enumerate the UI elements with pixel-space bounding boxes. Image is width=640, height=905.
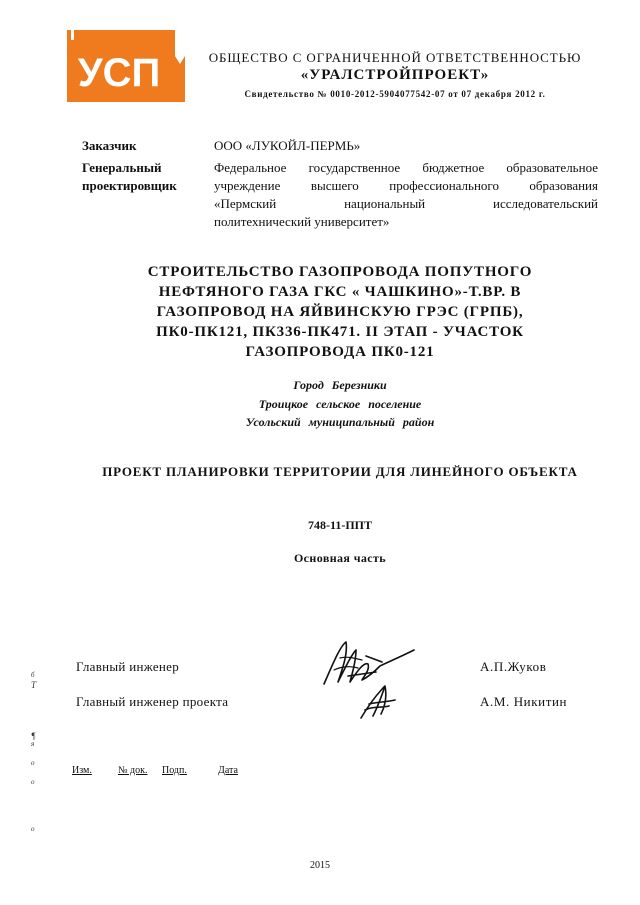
project-title-line: ГАЗОПРОВОД НА ЯЙВИНСКУЮ ГРЭС (ГРПБ), xyxy=(156,304,524,320)
organization-name: ОБЩЕСТВО С ОГРАНИЧЕННОЙ ОТВЕТСТВЕННОСТЬЮ xyxy=(208,50,582,65)
organization-certificate: Свидетельство № 0010-2012-5904077542-07 от 07 декабря 2012 г. xyxy=(244,89,546,99)
project-title-line: НЕФТЯНОГО ГАЗА ГКС « ЧАШКИНО»-Т.ВР. В xyxy=(158,284,522,300)
stamp-column-date: Дата xyxy=(218,765,238,776)
document-year: 2015 xyxy=(310,860,330,871)
margin-mark: б xyxy=(31,671,35,679)
stamp-column-change: Изм. xyxy=(72,765,92,776)
signature-role-project-engineer: Главный инженер проекта xyxy=(76,694,229,709)
organization-short-name: «УРАЛСТРОЙПРОЕКТ» xyxy=(300,67,490,83)
margin-mark: о xyxy=(31,778,35,786)
location-district: Усольский муниципальный район xyxy=(245,415,435,429)
revision-stamp-row xyxy=(72,765,258,776)
project-title-line: СТРОИТЕЛЬСТВО ГАЗОПРОВОДА ПОПУТНОГО xyxy=(147,264,533,280)
document-part: Основная часть xyxy=(293,551,387,565)
document-code: 748-11-ППТ xyxy=(307,518,372,532)
document-subtitle: ПРОЕКТ ПЛАНИРОВКИ ТЕРРИТОРИИ ДЛЯ ЛИНЕЙНОГО ОБЪЕКТА xyxy=(102,464,578,479)
customer-label: Заказчик xyxy=(82,138,137,153)
margin-mark: ¶ xyxy=(31,731,36,741)
customer-value: ООО «ЛУКОЙЛ-ПЕРМЬ» xyxy=(214,138,361,153)
signature-name-chief-engineer: А.П.Жуков xyxy=(480,659,547,674)
general-designer-line: «Пермский национальный исследовательский xyxy=(214,196,598,211)
margin-mark: я xyxy=(31,740,35,748)
general-designer-line: Федеральное государственное бюджетное образовательное xyxy=(214,160,598,175)
general-designer-label-line1: Генеральный xyxy=(82,160,162,175)
general-designer-line: учреждение высшего профессионального образования xyxy=(214,178,598,193)
company-logo xyxy=(67,30,185,102)
general-designer-label-line2: проектировщик xyxy=(82,178,177,193)
location-city: Город Березники xyxy=(293,378,387,392)
project-title xyxy=(80,262,600,362)
signature-role-chief-engineer: Главный инженер xyxy=(76,659,180,674)
general-designer-line: политехнический университет» xyxy=(214,214,390,229)
margin-mark: о xyxy=(31,759,35,767)
signature-name-project-engineer: А.М. Никитин xyxy=(480,694,568,709)
logo-text: УСП xyxy=(77,51,161,95)
margin-mark: Т xyxy=(31,680,37,690)
stamp-column-doc-number: № док. xyxy=(118,765,148,776)
project-title-line: ПК0-ПК121, ПК336-ПК471. II ЭТАП - УЧАСТОК xyxy=(156,324,524,340)
project-title-line: ГАЗОПРОВОДА ПК0-121 xyxy=(245,344,435,360)
stamp-column-signature: Подп. xyxy=(162,765,187,776)
handwritten-signature-project-engineer xyxy=(355,682,405,722)
location-settlement: Троицкое сельское поселение xyxy=(258,397,422,411)
margin-mark: о xyxy=(31,825,35,833)
